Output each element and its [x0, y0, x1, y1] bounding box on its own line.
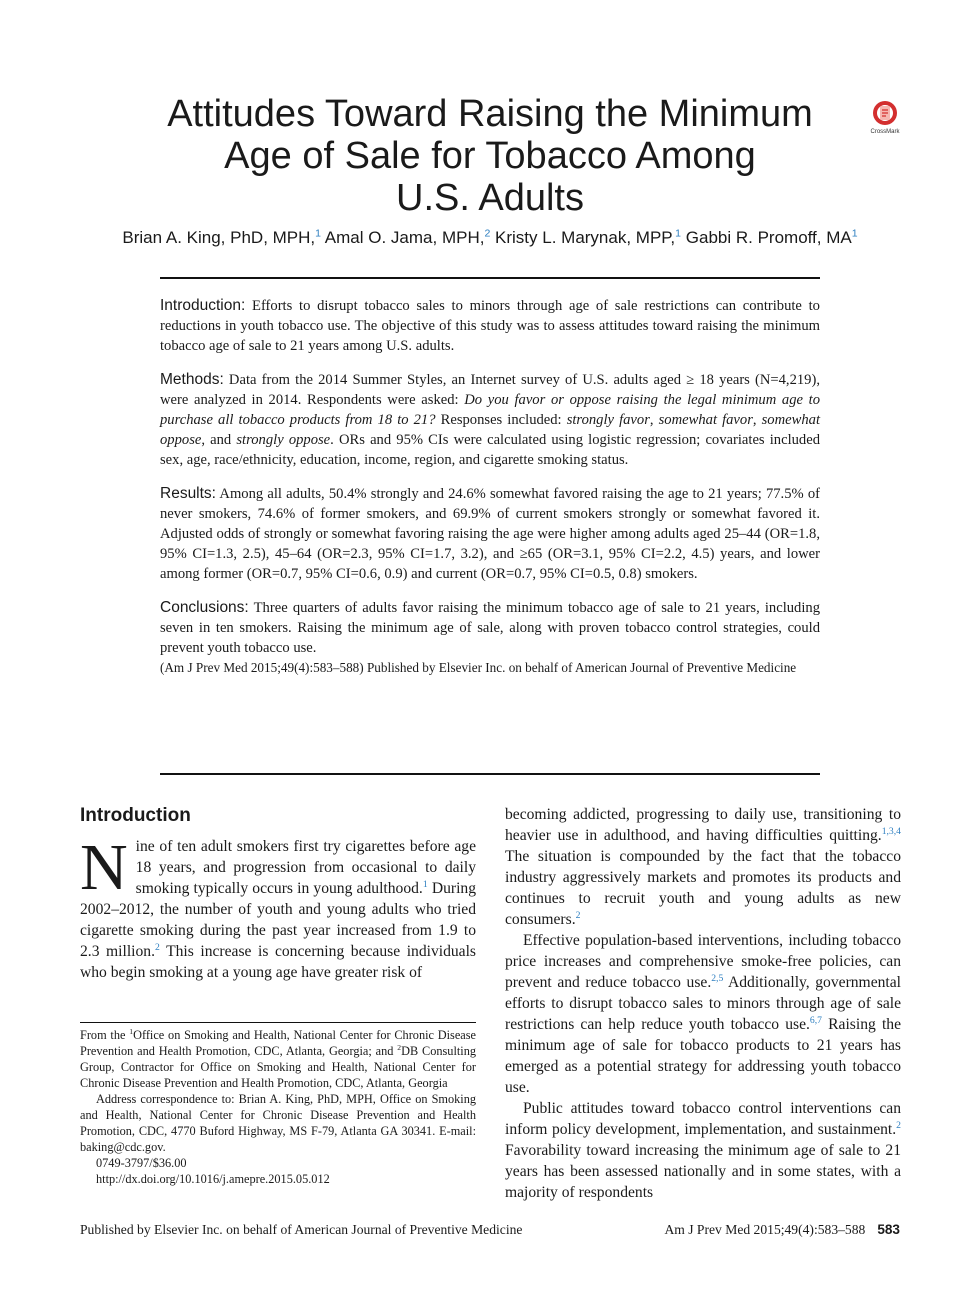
author-2: Amal O. Jama, MPH,: [324, 228, 485, 247]
abstract-methods-text-1: Data from the 2014 Summer Styles, an Internet survey of U.S. adults aged ≥ 18 years (N=4,219), were analyzed in 2014. Respondents were asked:: [160, 372, 820, 408]
abstract-results-text: Among all adults, 50.4% strongly and 24.6% somewhat favored raising the age to 21 years; 77.5% of never smokers, 74.6% of former smokers, and 69.9% of current smokers strongly or somewhat favored it. Adjusted odds of strongly or somewhat favoring raising the age were higher among adults aged 25–44 (OR=1.8, 95% CI=1.3, 2.5), 45–64 (OR=2.3, 95% CI=1.7, 3.2), and ≥65 (OR=3.1, 95% CI=2.2, 4.5) years, and lower among former (OR=0.7, 95% CI=0.6, 0.9) and current (OR=0.7, 95% CI=0.5, 0.8) smokers.: [160, 486, 821, 582]
abstract-methods-text-2: Responses included:: [435, 412, 567, 428]
author-3: Kristy L. Marynak, MPP,: [495, 228, 676, 247]
section-heading-introduction: Introduction: [80, 805, 191, 826]
intro-p1-part-e: The situation is compounded by the fact that the tobacco industry aggressively markets and promotes its products and continues to recruit youth and young adults as new consumers.: [505, 848, 901, 928]
intro-p2-part-a: Effective population-based interventions, including tobacco price increases and comprehensive smoke-free policies, can prevent and reduce tobacco use.: [505, 932, 901, 991]
abstract-conclusions: [160, 598, 820, 658]
crossmark-icon: [868, 100, 902, 126]
abstract-methods-text-4: . ORs and 95% CIs were calculated using logistic regression; covariates included sex, age, race/ethnicity, education, income, region, and cigarette smoking status.: [160, 432, 820, 468]
response-option-4: strongly oppose: [236, 432, 331, 448]
response-option-3: somewhat oppose: [160, 412, 820, 448]
reference-link[interactable]: 2: [896, 1119, 901, 1131]
author-1-affiliation[interactable]: 1: [315, 227, 321, 240]
intro-paragraph-2: [505, 930, 901, 1098]
abstract-bottom-rule: [160, 773, 820, 775]
reference-link[interactable]: 1,3,4: [881, 825, 901, 837]
abstract-methods-text-3: , and: [201, 432, 237, 448]
abstract-results-heading: Results:: [160, 485, 216, 502]
crossmark-badge[interactable]: [868, 100, 902, 134]
affiliations: [80, 1027, 476, 1091]
survey-question: Do you favor or oppose raising the legal minimum age to purchase all tobacco products from 18 to 21?: [160, 392, 820, 428]
intro-p3-part-b: Favorability toward increasing the minimum age of sale to 21 years has been assessed nationally and in some states, with a majority of respondents: [505, 1142, 901, 1201]
abstract-citation: (Am J Prev Med 2015;49(4):583–588) Published by Elsevier Inc. on behalf of American Journal of Preventive Medicine: [160, 660, 797, 675]
abstract-top-rule: [160, 277, 820, 279]
abstract-methods-heading: Methods:: [160, 371, 224, 388]
author-2-affiliation[interactable]: 2: [484, 227, 491, 240]
correspondence-address: Address correspondence to: Brian A. King, PhD, MPH, Office on Smoking and Health, National Center for Chronic Disease Prevention and Health Promotion, CDC, 4770 Buford Highway, MS F-79, Atlanta GA 30341. E-mail: baking@cdc.gov.: [80, 1092, 476, 1154]
author-1: Brian A. King, PhD, MPH,: [122, 228, 316, 247]
intro-paragraph-1-continued: [505, 804, 901, 930]
intro-p3-part-a: Public attitudes toward tobacco control interventions can inform policy development, implementation, and sustainment.: [505, 1100, 901, 1138]
reference-link[interactable]: 2,5: [711, 972, 724, 984]
response-option-1: strongly favor: [566, 412, 650, 428]
drop-cap: N: [80, 831, 128, 904]
footer-publisher: Published by Elsevier Inc. on behalf of American Journal of Preventive Medicine: [80, 1222, 523, 1237]
abstract-results: [160, 484, 820, 584]
intro-p1-part-c: This increase is concerning because individuals who begin smoking at a young age have greater risk of: [80, 943, 476, 981]
reference-link[interactable]: 2: [575, 909, 581, 921]
affiliation-2-number: 2: [397, 1042, 402, 1052]
intro-p1-part-b: During 2002–2012, the number of youth and young adults who tried cigarette smoking during the past year increased from 1.9 to 2.3 million.: [80, 880, 476, 960]
crossmark-label: CrossMark: [870, 129, 900, 135]
body-column-right: [505, 804, 901, 1203]
author-4: Gabbi R. Promoff, MA: [685, 228, 852, 247]
body-column-left: [80, 804, 476, 983]
title-line-2: Age of Sale for Tobacco Among: [224, 135, 756, 177]
intro-p2-part-b: Additionally, governmental efforts to disrupt tobacco sales to minors through age of sale restrictions can help reduce youth tobacco use.: [505, 974, 901, 1033]
author-3-affiliation[interactable]: 1: [675, 227, 682, 240]
intro-paragraph-3: [505, 1098, 901, 1203]
intro-p1-part-d: becoming addicted, progressing to daily use, transitioning to heavier use in adulthood, and having difficulties quitting.: [505, 806, 901, 844]
affiliation-1: Office on Smoking and Health, National Center for Chronic Disease Prevention and Health Promotion, CDC, Atlanta, Georgia; and: [80, 1028, 477, 1058]
page-number: 583: [877, 1222, 900, 1237]
reference-link[interactable]: 1: [422, 878, 428, 890]
title-line-3: U.S. Adults: [396, 177, 584, 219]
affiliation-1-number: 1: [129, 1026, 134, 1036]
abstract-introduction-text: Efforts to disrupt tobacco sales to minors through age of sale restrictions can contribute to reductions in youth tobacco use. The objective of this study was to assess attitudes toward raising the minimum tobacco age of sale to 21 years among U.S. adults.: [160, 298, 820, 354]
author-list: [80, 228, 900, 248]
abstract-introduction: [160, 296, 820, 356]
abstract-conclusions-heading: Conclusions:: [160, 599, 249, 616]
response-option-2: somewhat favor: [658, 412, 753, 428]
abstract-introduction-heading: Introduction:: [160, 297, 246, 314]
intro-paragraph-1: [80, 831, 476, 983]
footnotes: [80, 1022, 476, 1187]
abstract: [160, 296, 820, 692]
affiliation-2: DB Consulting Group, Contractor for Office on Smoking and Health, National Center for Chronic Disease Prevention and Health Promotion, CDC, Atlanta, Georgia: [80, 1044, 477, 1090]
footer-journal-info: [664, 1222, 900, 1238]
reference-link[interactable]: 2: [155, 941, 160, 953]
intro-p2-part-c: Raising the minimum age of sale for tobacco products to 21 years has emerged as a potential strategy for addressing youth tobacco use.: [505, 1016, 901, 1096]
author-4-affiliation[interactable]: 1: [851, 227, 858, 240]
doi-link[interactable]: http://dx.doi.org/10.1016/j.amepre.2015.05.012: [96, 1172, 330, 1186]
reference-link[interactable]: 6,7: [809, 1014, 822, 1026]
abstract-methods: Methods: Data from the 2014 Summer Styles, an Internet survey of U.S. adults aged ≥ 18 years (N=4,219), were analyzed in 2014. Respondents were asked: Do you favor or oppose raising the legal minimum age to purchase all tobacco products from 18 to 21? Responses included: strongly favor, somewhat favor, somewhat oppose, and strongly oppose. ORs and 95% CIs were calculated using logistic regression; covariates included sex, age, race/ethnicity, education, income, region, and cigarette smoking status.: [160, 371, 820, 468]
from-prefix: From the: [80, 1028, 130, 1042]
issn: 0749-3797/$36.00: [96, 1156, 187, 1170]
footer-journal: Am J Prev Med 2015;49(4):583–588: [664, 1222, 866, 1237]
title-line-1: Attitudes Toward Raising the Minimum: [167, 93, 813, 135]
article-title: [150, 93, 830, 219]
abstract-conclusions-text: Three quarters of adults favor raising the minimum tobacco age of sale to 21 years, including seven in ten smokers. Raising the minimum age of sale, along with proven tobacco control strategies, could prevent youth tobacco use.: [160, 600, 820, 656]
intro-p1-part-a: ine of ten adult smokers first try cigarettes before age 18 years, and progression from occasional to daily smoking typically occurs in young adulthood.: [135, 838, 476, 897]
